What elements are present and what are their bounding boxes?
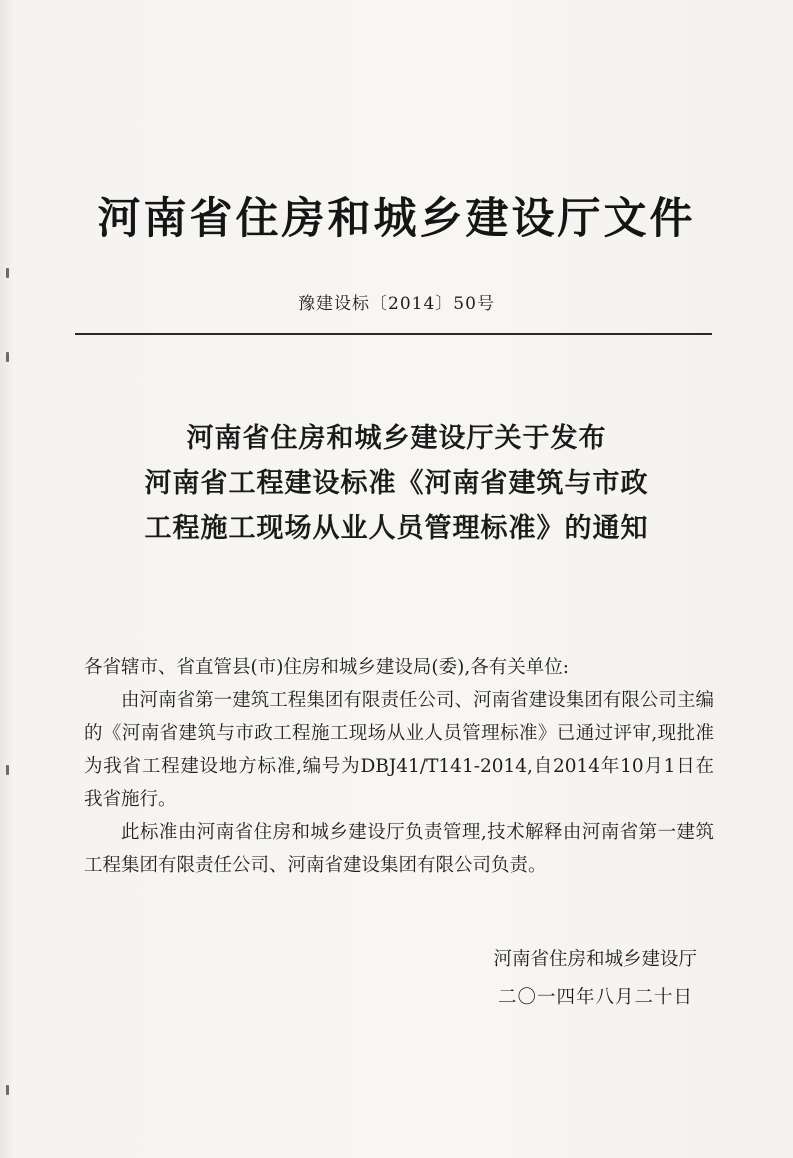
notice-title-line: 工程施工现场从业人员管理标准》的通知: [144, 513, 649, 544]
notice-title: [60, 416, 733, 551]
body-paragraph: 此标准由河南省住房和城乡建设厅负责管理,技术解释由河南省第一建筑工程集团有限责任公司、河南省建设集团有限公司负责。: [84, 822, 714, 876]
binding-mark: [6, 765, 9, 775]
notice-title-line: 河南省住房和城乡建设厅关于发布: [186, 423, 607, 454]
binding-mark: [6, 268, 9, 278]
notice-body: [84, 651, 714, 882]
notice-title-line: 河南省工程建设标准《河南省建筑与市政: [144, 468, 649, 499]
issue-date: 二〇一四年八月二十日: [497, 987, 693, 1008]
document-header-title: 河南省住房和城乡建设厅文件: [97, 194, 696, 244]
binding-mark: [6, 352, 9, 362]
salutation: 各省辖市、省直管县(市)住房和城乡建设局(委),各有关单位:: [84, 657, 569, 678]
body-paragraph: 由河南省第一建筑工程集团有限责任公司、河南省建设集团有限公司主编的《河南省建筑与市政工程施工现场从业人员管理标准》已通过评审,现批准为我省工程建设地方标准,编号为DBJ41/T141-2014,自2014年10月1日在我省施行。: [84, 690, 714, 810]
issuing-authority: 河南省住房和城乡建设厅: [493, 949, 697, 970]
document-number: 豫建设标〔2014〕50号: [298, 294, 495, 314]
header-divider: [75, 333, 712, 335]
binding-mark: [6, 1085, 9, 1095]
